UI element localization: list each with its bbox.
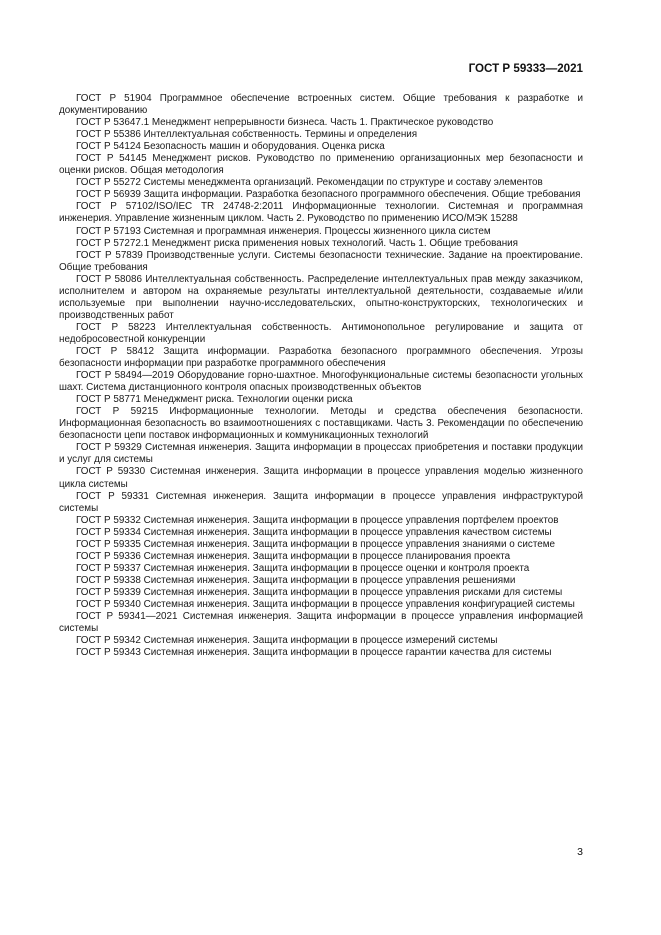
reference-item: ГОСТ Р 59339 Системная инженерия. Защита информации в процессе управления рисками для системы [76,586,563,598]
reference-item: ГОСТ Р 59337 Системная инженерия. Защита информации в процессе оценки и контроля проекта [76,562,530,574]
normative-references-list [59,93,583,659]
reference-item: ГОСТ Р 59341—2021 Системная инженерия. Защита информации в процессе управления информацией системы [59,611,583,635]
reference-item: ГОСТ Р 58223 Интеллектуальная собственность. Антимонопольное регулирование и защита от недобросовестной конкуренции [59,321,583,345]
reference-item: ГОСТ Р 59342 Системная инженерия. Защита информации в процессе измерений системы [76,635,498,647]
reference-item: ГОСТ Р 58086 Интеллектуальная собственность. Распределение интеллектуальных прав между заказчиком, исполнителем и автором на охраняемые результаты интеллектуальной деятельности, создаваемые и/или используемые при выполнении научно-исследовательских, опытно-конструкторских, технологических и производственных работ [59,273,583,321]
reference-item: ГОСТ Р 59338 Системная инженерия. Защита информации в процессе управления решениями [76,574,516,586]
reference-item: ГОСТ Р 57193 Системная и программная инженерия. Процессы жизненного цикла систем [76,225,491,237]
reference-item: ГОСТ Р 57839 Производственные услуги. Системы безопасности технические. Задание на проектирование. Общие требования [59,249,583,273]
reference-item: ГОСТ Р 54124 Безопасность машин и оборудования. Оценка риска [76,141,385,153]
reference-item: ГОСТ Р 59340 Системная инженерия. Защита информации в процессе управления конфигурацией системы [76,598,575,610]
page-number: 3 [577,846,583,858]
reference-item: ГОСТ Р 58494—2019 Оборудование горно-шахтное. Многофункциональные системы безопасности угольных шахт. Система дистанционного контроля опасных производственных объектов [59,370,583,394]
reference-item: ГОСТ Р 58771 Менеджмент риска. Технологии оценки риска [76,394,353,406]
reference-item: ГОСТ Р 59329 Системная инженерия. Защита информации в процессах приобретения и поставки продукции и услуг для системы [59,442,583,466]
reference-item: ГОСТ Р 55386 Интеллектуальная собственность. Термины и определения [76,129,418,141]
reference-item: ГОСТ Р 59343 Системная инженерия. Защита информации в процессе гарантии качества для системы [76,647,552,659]
reference-item: ГОСТ Р 56939 Защита информации. Разработка безопасного программного обеспечения. Общие требования [76,189,581,201]
reference-item: ГОСТ Р 59335 Системная инженерия. Защита информации в процессе управления знаниями о системе [76,538,556,550]
reference-item: ГОСТ Р 55272 Системы менеджмента организаций. Рекомендации по структуре и составу элементов [76,177,543,189]
reference-item: ГОСТ Р 59334 Системная инженерия. Защита информации в процессе управления качеством системы [76,526,552,538]
reference-item: ГОСТ Р 57102/ISO/IEC TR 24748-2:2011 Информационные технологии. Системная и программная инженерия. Управление жизненным циклом. Часть 2. Руководство по применению ИСО/МЭК 15288 [59,201,583,225]
reference-item: ГОСТ Р 59332 Системная инженерия. Защита информации в процессе управления портфелем проектов [76,514,559,526]
reference-item: ГОСТ Р 57272.1 Менеджмент риска применения новых технологий. Часть 1. Общие требования [76,237,519,249]
reference-item: ГОСТ Р 53647.1 Менеджмент непрерывности бизнеса. Часть 1. Практическое руководство [76,117,494,129]
reference-item: ГОСТ Р 51904 Программное обеспечение встроенных систем. Общие требования к разработке и документированию [59,93,583,117]
standard-designation: ГОСТ Р 59333—2021 [468,62,583,75]
reference-item: ГОСТ Р 58412 Защита информации. Разработка безопасного программного обеспечения. Угрозы безопасности информации при разработке программного обеспечения [59,345,583,370]
reference-item: ГОСТ Р 59331 Системная инженерия. Защита информации в процессе управления инфраструктурой системы [59,490,583,514]
reference-item: ГОСТ Р 54145 Менеджмент рисков. Руководство по применению организационных мер безопасности и оценки рисков. Общая методология [59,153,583,177]
reference-item: ГОСТ Р 59330 Системная инженерия. Защита информации в процессе управления моделью жизненного цикла системы [59,466,583,490]
reference-item: ГОСТ Р 59336 Системная инженерия. Защита информации в процессе планирования проекта [76,550,511,562]
reference-item: ГОСТ Р 59215 Информационные технологии. Методы и средства обеспечения безопасности. Информационная безопасность во взаимоотношениях с поставщиками. Часть 3. Рекомендации по обеспечению безопасности цепи поставок информационных и коммуникационных технологий [59,406,583,442]
